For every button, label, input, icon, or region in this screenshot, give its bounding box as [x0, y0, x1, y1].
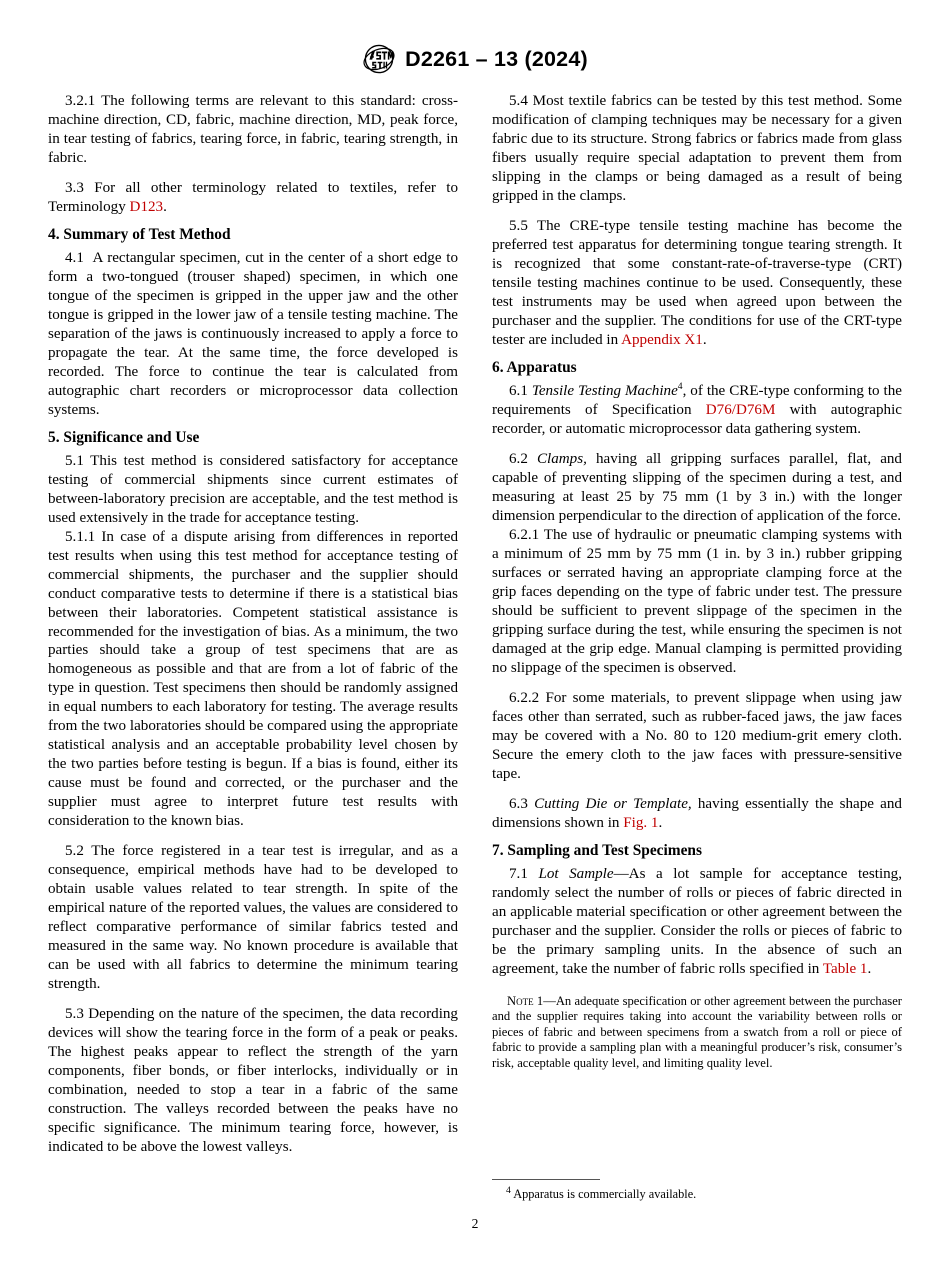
- clause-text: Depending on the nature of the specimen, the data recording devices will show the tearing force in the form of a peak or peaks. The highest peaks appear to reflect the strength of the yarn components, fiber bonds, or fiber interlocks, individually or in combination, needed to stop a tear in a fabric of the same construction. The valleys recorded between the peaks have no specific significance. The minimum tearing force, however, is indicated to be above the lowest valleys.: [48, 1006, 458, 1155]
- note-text: —An adequate specification or other agreement between the purchaser and the supplier requires taking into account the variability between rolls or pieces of fabric and between specimens from a swatch from a roll or piece of fabric to provide a sampling plan with a meaningful producer’s risk, consumer’s risk, acceptable quality level, and limiting quality level.: [492, 993, 902, 1070]
- clause-term: Clamps,: [536, 451, 587, 468]
- spacer: [48, 420, 458, 428]
- clause-number: 5.5: [509, 218, 528, 235]
- clause-text: The following terms are relevant to this standard: cross-machine direction, CD, fabric, machine direction, MD, peak force, in tear testing of fabrics, tearing force, in fabric, tearing strength, in fabric.: [48, 93, 458, 166]
- paragraph-5-1-1: [48, 528, 458, 831]
- clause-text: For some materials, to prevent slippage when using jaw faces other than serrated, such as rubber-faced jaws, the jaw faces may be covered with a No. 80 to 120 medium-grit emery cloth. Secure the emery cloth to the jaw faces with pressure-sensitive tape.: [492, 690, 902, 782]
- clause-text: Most textile fabrics can be tested by this test method. Some modification of clamping techniques may be necessary for a given fabric due to its structure. Strong fabrics or fabrics made from glass fibers usually require special adaptation to prevent them from slipping in the clamps or being damaged as a result of being gripped in the clamps.: [492, 93, 903, 204]
- clause-number: 6.3: [509, 796, 528, 813]
- page-header-title: D2261 – 13 (2024): [405, 46, 588, 71]
- clause-text: , of the CRE-type conforming to the requirements of Specification: [492, 382, 902, 418]
- page-number: 2: [471, 1216, 479, 1231]
- paragraph-7-1: [492, 865, 902, 979]
- footnote-number: 4: [506, 1184, 511, 1196]
- clause-text-tail: with autographic recorder, or automatic microprocessor data gathering system.: [492, 401, 902, 437]
- paragraph-6-1: [492, 382, 902, 439]
- reference-link-d123[interactable]: D123: [129, 199, 164, 216]
- paragraph-4-1: [48, 249, 458, 419]
- clause-number: 3.3: [65, 180, 84, 197]
- paragraph-5-1: [48, 452, 458, 528]
- clause-number: 5.1.1: [65, 528, 96, 545]
- clause-text: The use of hydraulic or pneumatic clamping systems with a minimum of 25 mm by 75 mm (1 in. by 3 in.) rubber gripping surfaces or serrated having an appropriate clamping force at the grip faces depending on the type of fabric under test. The pressure should be sufficient to prevent slippage of the specimen in the gripping surface during the test, while ensuring the specimen is not damaged at the grip edge. Manual clamping is permitted providing no slippage of the specimen is observed.: [492, 527, 902, 676]
- footnote-4: [492, 1184, 902, 1202]
- clause-text: For all other terminology related to textiles, refer to Terminology: [48, 180, 458, 216]
- clause-number: 7.1: [509, 866, 528, 883]
- paragraph-3-3: [48, 179, 458, 217]
- note-number: 1: [536, 993, 544, 1008]
- heading-section-4: 4. Summary of Test Method: [48, 226, 231, 244]
- clause-text: This test method is considered satisfactory for acceptance testing of commercial shipments since current estimates of between-laboratory precision are acceptable, and the test method is used extensively in the trade for acceptance testing.: [48, 453, 458, 526]
- clause-text: In case of a dispute arising from differences in reported test results when using this test method for acceptance testing of commercial shipments, the purchaser and the supplier should conduct comparative tests to determine if there is a statistical bias between their laboratories. Competent statistical assistance is recommended for the investigation of bias. As a minimum, the two parties should take a group of test specimens that are as homogeneous as possible and that are from a lot of fabric of the type in question. Test specimens then should be randomly assigned in equal numbers to each laboratory for testing. The average results from the two laboratories should be compared using the appropriate statistical analysis and an acceptable probability level chosen by the two parties before testing is begun. If a bias is found, either its cause must be found and corrected, or the purchaser and the supplier must agree to interpret future test results with consideration to the known bias.: [48, 528, 458, 829]
- clause-term: Lot Sample: [538, 866, 614, 883]
- page-header: [0, 44, 950, 74]
- note-1: [492, 994, 902, 1071]
- footnote-block: [492, 1179, 902, 1202]
- paragraph-5-5: [492, 217, 902, 350]
- paragraph-6-2-2: [492, 689, 902, 784]
- heading-section-7: 7. Sampling and Test Specimens: [492, 842, 702, 860]
- spacer: [492, 350, 902, 358]
- clause-number: 6.2.2: [509, 690, 540, 706]
- reference-link-fig-1[interactable]: Fig. 1: [623, 815, 659, 832]
- reference-link-table-1[interactable]: Table 1: [822, 961, 868, 977]
- body-columns: [48, 92, 902, 1202]
- clause-text: The force registered in a tear test is irregular, and as a consequence, empirical methods have had to be developed to obtain usable values related to tear strength. In spite of the empirical nature of the reported values, the values are considered to reflect comparative performance of similar fabrics tested and measured in the same way. No known procedure is available that can be used with all fabrics to determine the minimum tearing strength.: [48, 843, 458, 992]
- clause-text-tail: .: [867, 961, 872, 977]
- reference-link-appendix-x1[interactable]: Appendix X1: [621, 331, 703, 348]
- clause-text: The CRE-type tensile testing machine has become the preferred test apparatus for determining tongue tearing strength. It is recognized that some constant-rate-of-traverse-type (CRT) tensile testing machines continue to be used. Consequently, these test instruments may be used when agreed upon between the purchaser and the supplier. The conditions for use of the CRT-type tester are included in: [492, 218, 902, 348]
- clause-number: 6.2.1: [509, 527, 540, 543]
- spacer: [48, 217, 458, 225]
- clause-number: 6.2: [509, 451, 528, 468]
- paragraph-5-2: [48, 842, 458, 994]
- heading-section-5: 5. Significance and Use: [48, 428, 200, 446]
- clause-text: having all gripping surfaces parallel, flat, and capable of preventing slipping of the specimen during a test, and measuring at least 25 by 75 mm (1 by 3 in.) with the longer dimension perpendicular to the direction of application of the force.: [492, 451, 902, 525]
- spacer: [492, 833, 902, 841]
- clause-term: Tensile Testing Machine: [531, 382, 678, 399]
- footnote-text: Apparatus is commercially available.: [513, 1186, 697, 1201]
- clause-number: 3.2.1: [65, 93, 96, 109]
- clause-text-tail: .: [163, 199, 167, 216]
- paragraph-5-3: [48, 1005, 458, 1157]
- clause-text-tail: .: [702, 331, 707, 348]
- heading-section-6: 6. Apparatus: [492, 358, 577, 376]
- astm-logo-icon: [362, 44, 396, 74]
- clause-number: 4.1: [65, 250, 84, 267]
- clause-number: 5.3: [65, 1006, 84, 1023]
- clause-text: —As a lot sample for acceptance testing, randomly select the number of rolls or pieces of fabric directed in an applicable material specification or other agreement between the purchaser and the supplier. Consider the rolls or pieces of fabric to be the primary sampling units. In the absence of such an agreement, take the number of fabric rolls specified in: [492, 866, 902, 977]
- clause-number: 5.1: [65, 453, 84, 470]
- clause-text: A rectangular specimen, cut in the center of a short edge to form a two-tongued (trouser shaped) specimen, in which one tongue of the specimen is gripped in the upper jaw and the other tongue is gripped in the lower jaw of a tensile testing machine. The separation of the jaws is continuously increased to apply a force to propagate the tear. At the same time, the force developed is recorded. The force to continue the tear is calculated from autographic chart recorders or microprocessor data collection systems.: [48, 250, 458, 418]
- paragraph-3-2-1: [48, 92, 458, 168]
- clause-text-tail: .: [658, 815, 663, 832]
- clause-number: 5.4: [509, 93, 528, 109]
- paragraph-5-4: [492, 92, 902, 206]
- reference-link-d76-d76m[interactable]: D76/D76M: [705, 401, 776, 418]
- right-column: [492, 92, 902, 1202]
- note-label: Note: [507, 993, 534, 1008]
- paragraph-6-2-1: [492, 526, 902, 678]
- paragraph-6-2: [492, 450, 902, 526]
- footnote-marker-4[interactable]: 4: [677, 380, 683, 392]
- footnote-divider: [492, 1179, 600, 1180]
- clause-number: 5.2: [65, 843, 84, 860]
- clause-number: 6.1: [509, 382, 528, 399]
- left-column: [48, 92, 458, 1202]
- clause-term: Cutting Die or Template,: [534, 796, 692, 813]
- paragraph-6-3: [492, 795, 902, 833]
- clause-text: having essentially the shape and dimensions shown in: [492, 796, 902, 832]
